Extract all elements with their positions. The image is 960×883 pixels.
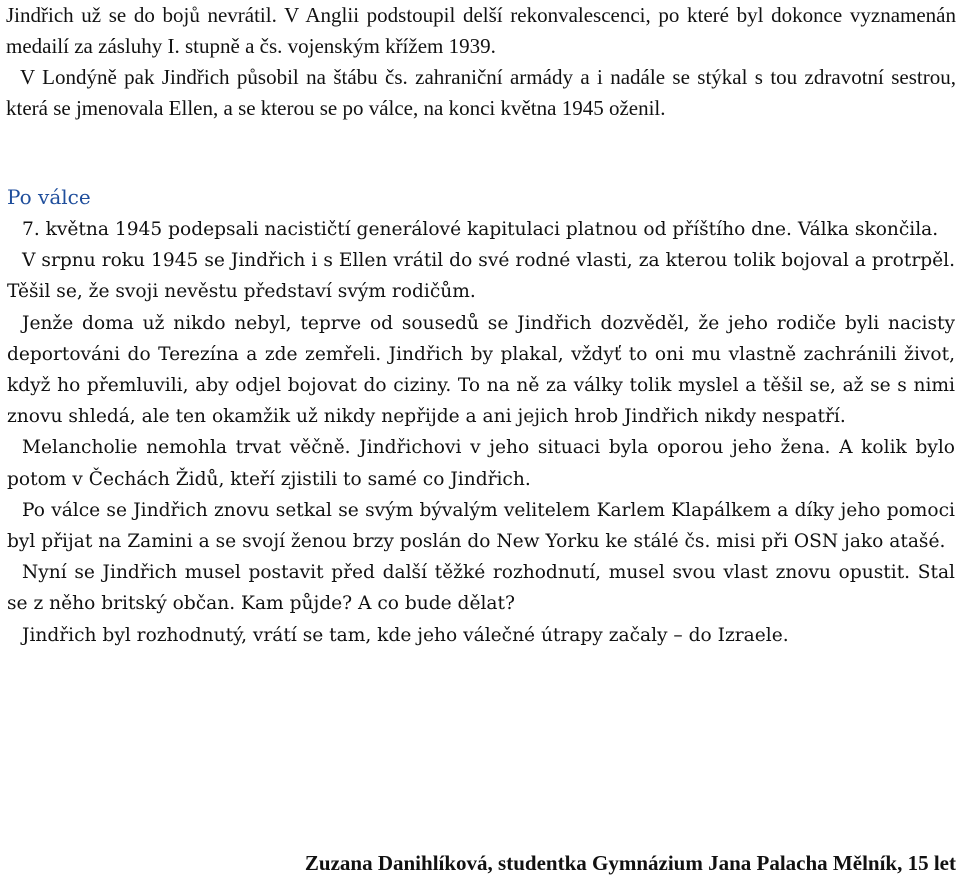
author-signature: Zuzana Danihlíková, studentka Gymnázium Jana Palacha Mělník, 15 let bbox=[304, 851, 956, 875]
body-paragraph-5: Po válce se Jindřich znovu setkal se svým bývalým velitelem Karlem Klapálkem a díky jeho pomoci byl přijat na Zamini a se svojí ženou brzy poslán do New Yorku ke stálé čs. misi při OSN jako atašé. bbox=[7, 499, 955, 553]
section-heading: Po válce bbox=[7, 185, 91, 209]
body-paragraph-6: Nyní se Jindřich musel postavit před další těžké rozhodnutí, musel svou vlast znovu opustit. Stal se z něho britský občan. Kam půjde? A co bude dělat? bbox=[7, 562, 955, 615]
body-paragraph-2: V srpnu roku 1945 se Jindřich i s Ellen vrátil do své rodné vlasti, za kterou tolik bojoval a protrpěl. Těšil se, že svoji nevěstu představí svým rodičům. bbox=[7, 250, 955, 303]
intro-paragraph-2: V Londýně pak Jindřich působil na štábu čs. zahraniční armády a i nadále se stýkal s tou zdravotní sestrou, která se jmenovala Ellen, a se kterou se po válce, na konci května 1945 oženil. bbox=[6, 65, 956, 120]
body-section bbox=[7, 214, 955, 651]
intro-paragraph-1: Jindřich už se do bojů nevrátil. V Anglii podstoupil delší rekonvalescenci, po které byl dokonce vyznamenán medailí za zásluhy I. stupně a čs. vojenským křížem 1939. bbox=[6, 3, 956, 58]
intro-section bbox=[6, 0, 956, 124]
body-paragraph-4: Melancholie nemohla trvat věčně. Jindřichovi v jeho situaci byla oporou jeho žena. A kolik bylo potom v Čechách Židů, kteří zjistili to samé co Jindřich. bbox=[7, 437, 955, 490]
body-paragraph-1: 7. května 1945 podepsali nacističtí generálové kapitulaci platnou od příštího dne. Válka skončila. bbox=[22, 219, 939, 240]
body-paragraph-7: Jindřich byl rozhodnutý, vrátí se tam, kde jeho válečné útrapy začaly – do Izraele. bbox=[22, 624, 789, 646]
body-paragraph-3: Jenže doma už nikdo nebyl, teprve od sousedů se Jindřich dozvěděl, že jeho rodiče byli nacisty deportováni do Terezína a zde zemřeli. Jindřich by plakal, vždyť to oni mu vlastně zachránili život, když ho přemluvili, aby odjel bojovat do ciziny. To na ně za války tolik myslel a těšil se, až se s nimi znovu shledá, ale ten okamžik už nikdy nepřijde a ani jejich hrob Jindřich nikdy nespatří. bbox=[7, 312, 955, 428]
